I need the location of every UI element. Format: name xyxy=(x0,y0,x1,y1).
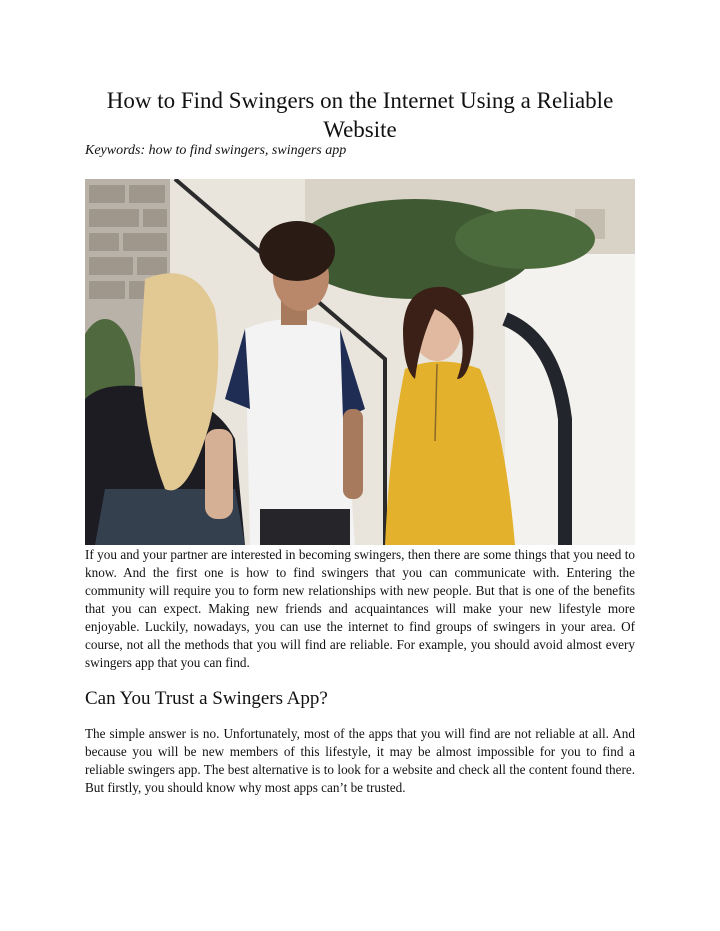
keywords-line: Keywords: how to find swingers, swingers app xyxy=(85,143,347,158)
photo-person-middle-hair xyxy=(259,221,335,281)
photo-ivy xyxy=(455,209,595,269)
body-paragraph-1: If you and your partner are interested in becoming swingers, then there are some things that you need to know. And the first one is how to find swingers that you can communicate with. Entering the community will require you to form new relationships with new people. But that is one of the benefits that you can expect. Making new friends and acquaintances will make your new lifestyle more enjoyable. Luckily, nowadays, you can use the internet to find groups of swingers in your area. Of course, not all the methods that you will find are reliable. For example, you should avoid almost every swingers app that you can find. xyxy=(85,547,635,670)
photo-person-left-arm xyxy=(205,429,233,519)
photo-person-middle-pants xyxy=(260,509,350,545)
page-title: How to Find Swingers on the Internet Using a Reliable Website xyxy=(106,88,614,142)
photo-person-middle-arm xyxy=(343,409,363,499)
body-paragraph-2: The simple answer is no. Unfortunately, most of the apps that you will find are not reliable at all. And because you will be new members of this lifestyle, it may be almost impossible for you to find a reliable swingers app. The best alternative is to look for a website and check all the content found there. But firstly, you should know why most apps can’t be trusted. xyxy=(85,726,635,795)
section-heading: Can You Trust a Swingers App? xyxy=(85,688,328,709)
photo-three-friends xyxy=(85,179,635,545)
